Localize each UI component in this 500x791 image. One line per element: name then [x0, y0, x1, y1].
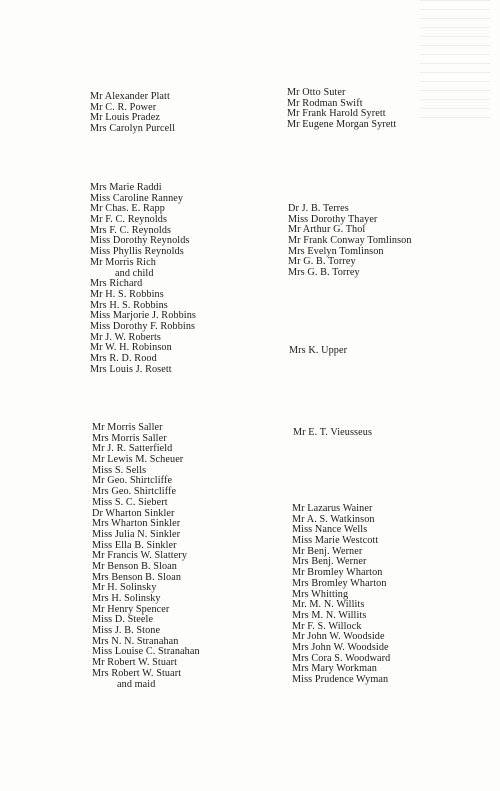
passenger-name: Mrs G. B. Torrey	[288, 267, 360, 279]
passenger-name: Mr F. S. Willock	[292, 620, 362, 632]
passenger-name: Miss Marie Westcott	[292, 535, 379, 547]
passenger-name: Mrs Robert W. Stuart	[92, 667, 182, 679]
passenger-name: Mr Benj. Werner	[292, 545, 363, 557]
passenger-name: Mr Eugene Morgan Syrett	[287, 119, 397, 131]
passenger-name: Mrs H. Solinsky	[92, 593, 161, 604]
passenger-name: Miss Dorothy Reynolds	[90, 235, 190, 247]
passenger-name: Mrs Cora S. Woodward	[292, 652, 391, 664]
passenger-name: Miss Nance Wells	[292, 524, 368, 536]
passenger-name: Mr Chas. E. Rapp	[90, 203, 165, 215]
passenger-name: Mr Geo. Shirtcliffe	[92, 475, 173, 487]
passenger-name: Miss J. B. Stone	[92, 625, 161, 637]
passenger-name: Mrs Morris Saller	[92, 432, 167, 444]
passenger-name: Mrs Benj. Werner	[292, 556, 367, 568]
passenger-name: Mrs Evelyn Tomlinson	[288, 245, 384, 257]
passenger-name: Mr Morris Saller	[92, 422, 163, 433]
passenger-name-continuation: and child	[115, 267, 154, 279]
passenger-name: Mr E. T. Vieusseus	[293, 427, 373, 438]
left-block-p	[90, 92, 175, 135]
passenger-name: Mr G. B. Torrey	[288, 256, 356, 268]
passenger-name: Mr Henry Spencer	[92, 603, 170, 615]
passenger-name: Mr Lewis M. Scheuer	[92, 454, 184, 466]
right-block-t	[288, 204, 412, 279]
passenger-name: Mrs Richard	[90, 278, 143, 290]
passenger-name: Miss Dorothy Thayer	[288, 213, 378, 225]
passenger-name: Mr Louis Pradez	[90, 112, 160, 124]
passenger-name: Mrs Benson B. Sloan	[92, 571, 182, 583]
passenger-name: Mr Morris Rich	[90, 256, 156, 268]
passenger-name: Miss Louise C. Stranahan	[92, 646, 200, 658]
passenger-name: Miss Julia N. Sinkler	[92, 528, 181, 540]
passenger-name: Miss Ella B. Sinkler	[92, 539, 177, 551]
passenger-name: Mr Rodman Swift	[287, 97, 363, 109]
passenger-name: Mr A. S. Watkinson	[292, 513, 375, 525]
passenger-name: Mrs Mary Workman	[292, 663, 377, 675]
passenger-name: Mr Lazarus Wainer	[292, 503, 373, 514]
right-block-v	[293, 428, 372, 439]
passenger-name: Mrs N. N. Stranahan	[92, 635, 179, 647]
passenger-name: Mr John W. Woodside	[292, 631, 385, 643]
passenger-name: Mr Benson B. Sloan	[92, 560, 178, 572]
passenger-name: Mr Frank Harold Syrett	[287, 108, 386, 120]
passenger-name: Miss Caroline Ranney	[90, 192, 184, 204]
passenger-name: Mr Bromley Wharton	[292, 567, 383, 579]
passenger-name: Mr C. R. Power	[90, 101, 157, 113]
passenger-name: Mrs M. N. Willits	[292, 609, 367, 621]
passenger-name: Mrs Whitting	[292, 588, 349, 600]
passenger-name: Miss Prudence Wyman	[292, 674, 389, 685]
passenger-name: Mrs F. C. Reynolds	[90, 224, 172, 236]
passenger-name: Miss D. Steele	[92, 614, 154, 626]
passenger-name: Mrs R. D. Rood	[90, 353, 157, 364]
passenger-name: Dr J. B. Terres	[288, 203, 349, 214]
passenger-name: Mr Robert W. Stuart	[92, 657, 178, 669]
right-block-s	[287, 88, 396, 131]
passenger-name: Mr Otto Suter	[287, 87, 346, 98]
passenger-name: Mrs Wharton Sinkler	[92, 518, 181, 530]
passenger-name: Mrs K. Upper	[289, 345, 348, 356]
passenger-name: Miss S. Sells	[92, 464, 147, 476]
passenger-name: Mrs Bromley Wharton	[292, 577, 387, 589]
passenger-name: Mr. M. N. Willits	[292, 599, 365, 611]
passenger-name: Mr J. R. Satterfield	[92, 443, 173, 455]
right-block-w	[292, 504, 390, 686]
passenger-name: Mrs Geo. Shirtcliffe	[92, 486, 177, 498]
passenger-name-continuation: and maid	[117, 678, 156, 690]
passenger-name: Mr J. W. Roberts	[90, 331, 161, 343]
passenger-name: Miss Marjorie J. Robbins	[90, 310, 196, 322]
right-block-u	[289, 346, 347, 357]
left-block-r	[90, 183, 196, 375]
passenger-name: Miss Dorothy F. Robbins	[90, 320, 196, 332]
passenger-name: Mr H. S. Robbins	[90, 288, 164, 300]
passenger-name: Mr H. Solinsky	[92, 582, 157, 594]
passenger-name: Miss S. C. Siebert	[92, 496, 168, 508]
passenger-name: Mr Francis W. Slattery	[92, 550, 188, 562]
bleed-through-texture	[420, 0, 490, 120]
passenger-name: Mrs H. S. Robbins	[90, 299, 168, 311]
passenger-name: Mrs Louis J. Rosett	[90, 363, 172, 375]
passenger-name: Mr F. C. Reynolds	[90, 214, 168, 226]
left-block-s	[92, 423, 200, 690]
passenger-name: Mrs John W. Woodside	[292, 641, 389, 653]
passenger-name: Mr Alexander Platt	[90, 91, 170, 102]
passenger-name: Mr Frank Conway Tomlinson	[288, 235, 412, 247]
passenger-name: Mrs Carolyn Purcell	[90, 123, 176, 135]
passenger-name: Dr Wharton Sinkler	[92, 507, 175, 519]
passenger-name: Miss Phyllis Reynolds	[90, 246, 184, 258]
passenger-name: Mr Arthur G. Thol	[288, 224, 366, 236]
passenger-name: Mrs Marie Raddi	[90, 182, 162, 193]
passenger-name: Mr W. H. Robinson	[90, 342, 172, 354]
